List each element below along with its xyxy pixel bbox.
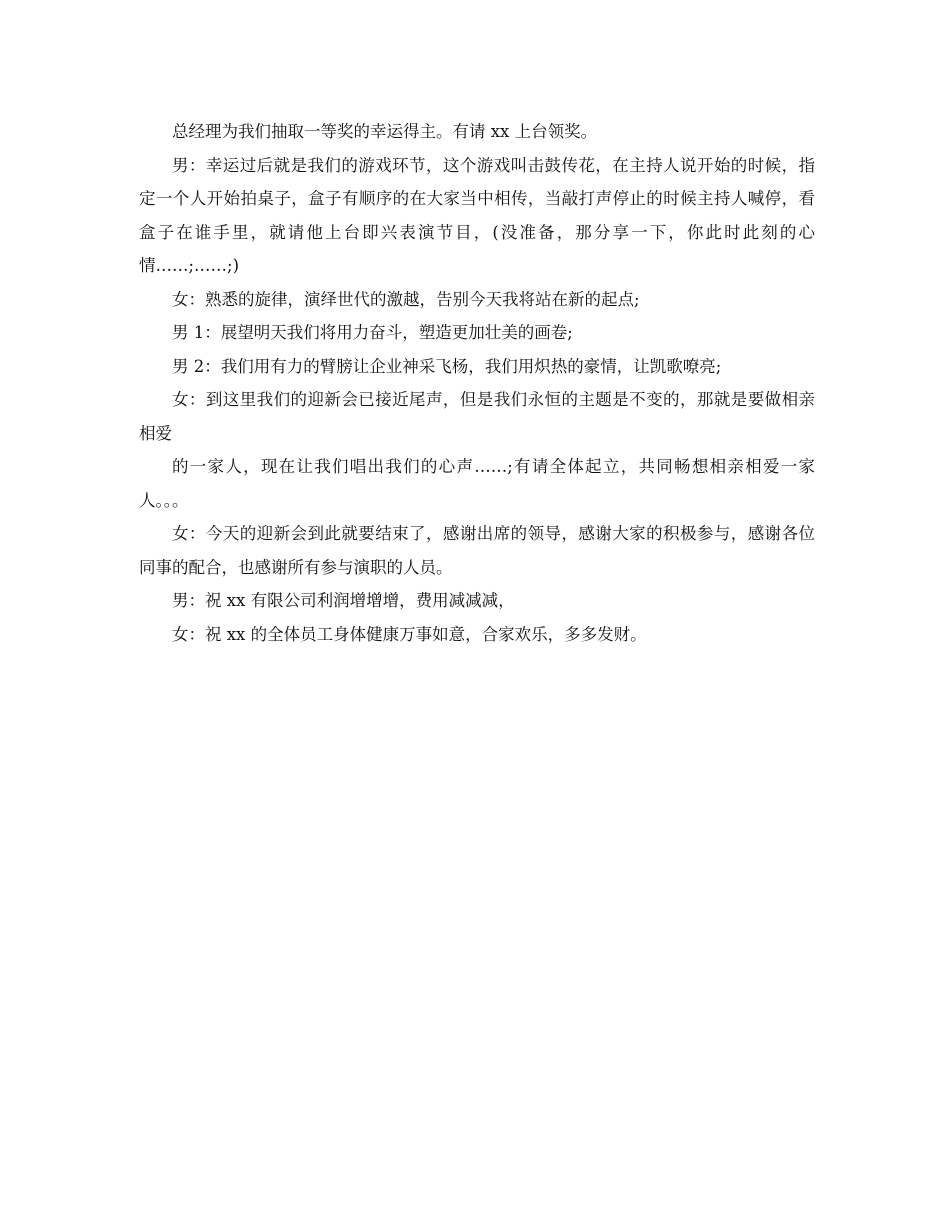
paragraph: 女：祝 xx 的全体员工身体健康万事如意，合家欢乐，多多发财。 bbox=[172, 624, 647, 644]
paragraph: 女：今天的迎新会到此就要结束了，感谢出席的领导，感谢大家的积极参与，感谢各位同事的配合，也感谢所有参与演职的人员。 bbox=[139, 524, 815, 577]
paragraph: 总经理为我们抽取一等奖的幸运得主。有请 xx 上台领奖。 bbox=[172, 122, 598, 141]
paragraph: 男：幸运过后就是我们的游戏环节，这个游戏叫击鼓传花，在主持人说开始的时候，指定一个人开始拍桌子，盒子有顺序的在大家当中相传，当敲打声停止的时候主持人喊停，看盒子在谁手里，就请他上台即兴表演节目，(没准备，那分享一下，你此时此刻的心情……;……;) bbox=[139, 155, 815, 275]
paragraph: 男：祝 xx 有限公司利润增增增，费用减减减， bbox=[172, 591, 515, 610]
paragraph: 男 2：我们用有力的臂膀让企业神采飞杨，我们用炽热的豪情，让凯歌嘹亮; bbox=[172, 356, 722, 376]
paragraph: 女：熟悉的旋律，演绎世代的激越，告别今天我将站在新的起点; bbox=[172, 289, 640, 309]
paragraph: 女：到这里我们的迎新会已接近尾声，但是我们永恒的主题是不变的，那就是要做相亲相爱 bbox=[139, 390, 815, 443]
document-body bbox=[139, 115, 815, 651]
paragraph: 男 1：展望明天我们将用力奋斗，塑造更加壮美的画卷; bbox=[172, 323, 573, 342]
paragraph: 的一家人，现在让我们唱出我们的心声……;有请全体起立，共同畅想相亲相爱一家人。。。 bbox=[139, 457, 815, 510]
